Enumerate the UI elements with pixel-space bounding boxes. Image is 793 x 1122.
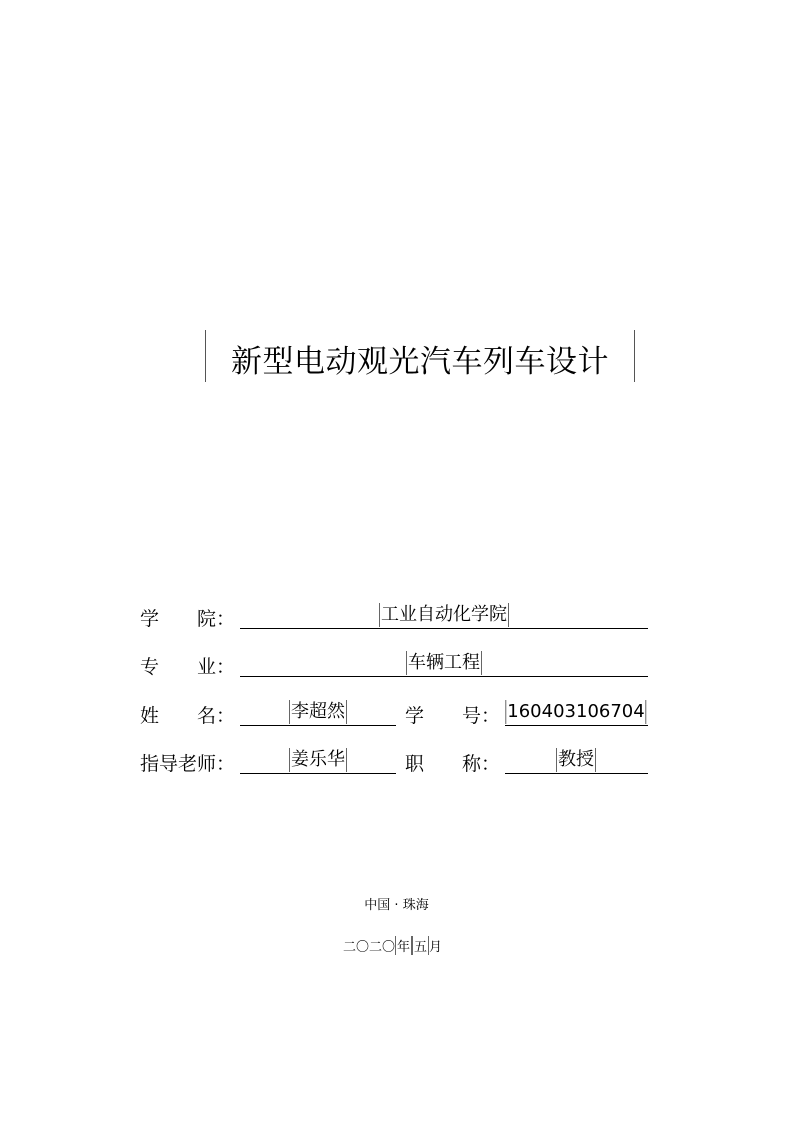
college-field xyxy=(240,600,648,629)
advisor-value: 姜乐华 xyxy=(291,749,345,770)
student-id-label: 学 号： xyxy=(405,705,501,727)
thesis-title: 新型电动观光汽车列车设计 xyxy=(231,344,609,380)
name-value: 李超然 xyxy=(291,701,345,722)
college-row xyxy=(140,600,650,630)
date-year-a: 二〇二〇 xyxy=(343,940,396,955)
major-label: 专 业： xyxy=(140,656,236,678)
rank-label: 职 称： xyxy=(405,753,501,775)
name-field xyxy=(240,697,396,726)
title-block xyxy=(205,328,635,383)
date-month-unit: 月 xyxy=(429,940,443,955)
college-value: 工业自动化学院 xyxy=(381,604,507,625)
rank-field xyxy=(505,745,648,774)
title-bracket-right xyxy=(634,330,635,382)
advisor-row xyxy=(140,745,650,775)
location-line: 中国 · 珠海 xyxy=(364,898,429,913)
date-line xyxy=(343,936,442,955)
college-label: 学 院： xyxy=(140,608,236,630)
advisor-field xyxy=(240,745,396,774)
rank-value: 教授 xyxy=(558,749,594,770)
major-value: 车辆工程 xyxy=(408,652,480,673)
date-year-unit: 年 xyxy=(395,936,412,955)
student-id-field xyxy=(505,697,648,726)
name-label: 姓 名： xyxy=(140,705,236,727)
date-month-num: 五 xyxy=(412,936,429,955)
major-row xyxy=(140,648,650,678)
name-id-row xyxy=(140,697,650,727)
student-id-value: 160403106704 xyxy=(507,701,645,722)
advisor-label: 指导老师： xyxy=(140,753,236,775)
major-field xyxy=(240,648,648,677)
